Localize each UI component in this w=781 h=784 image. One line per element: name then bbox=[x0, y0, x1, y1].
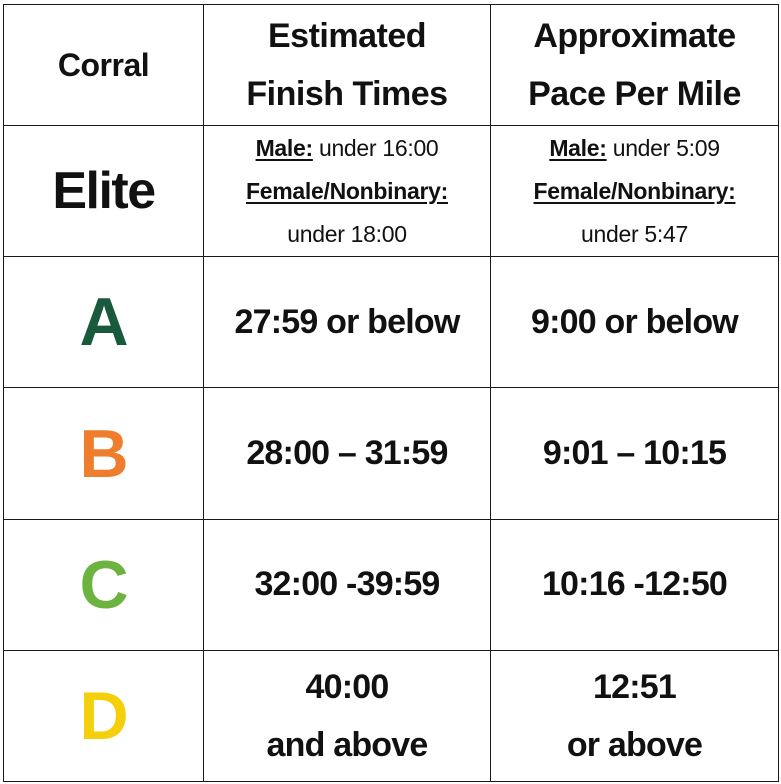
elite-pace-male-label: Male: bbox=[549, 134, 607, 161]
corral-letter-b: B bbox=[79, 415, 128, 492]
corral-c-cell bbox=[4, 519, 204, 650]
corral-b-finish bbox=[204, 388, 491, 519]
elite-pace-cell bbox=[491, 126, 779, 257]
elite-label: Elite bbox=[52, 162, 155, 221]
elite-pace-female-value: under 5:47 bbox=[581, 220, 688, 247]
elite-finish-male-value: under 16:00 bbox=[312, 134, 439, 161]
table-row-c bbox=[4, 519, 779, 650]
corral-a-finish bbox=[204, 257, 491, 388]
header-finish-times bbox=[204, 5, 491, 126]
elite-pace-male bbox=[491, 127, 778, 170]
corral-b-finish-value: 28:00 – 31:59 bbox=[246, 434, 448, 473]
corral-a-cell bbox=[4, 257, 204, 388]
elite-finish-male-label: Male: bbox=[255, 134, 313, 161]
table-row-elite bbox=[4, 126, 779, 257]
corral-d-pace bbox=[491, 650, 779, 781]
corral-b-pace-value: 9:01 – 10:15 bbox=[542, 434, 727, 473]
elite-pace-male-value: under 5:09 bbox=[606, 134, 720, 161]
elite-corral-cell bbox=[4, 126, 204, 257]
table-row-d bbox=[4, 650, 779, 781]
corral-d-finish bbox=[204, 650, 491, 781]
corral-d-cell bbox=[4, 650, 204, 781]
elite-finish-female-label: Female/Nonbinary: bbox=[246, 177, 448, 204]
corral-c-pace-value: 10:16 -12:50 bbox=[541, 565, 728, 604]
corral-c-finish-value: 32:00 -39:59 bbox=[254, 565, 440, 604]
header-row bbox=[4, 5, 779, 126]
corral-a-finish-value: 27:59 or below bbox=[234, 302, 460, 341]
corral-b-cell bbox=[4, 388, 204, 519]
corral-letter-c: C bbox=[79, 546, 128, 623]
header-pace-line2: Pace Per Mile bbox=[528, 75, 741, 114]
elite-pace-female-label: Female/Nonbinary: bbox=[533, 177, 736, 204]
corral-d-finish-line2: and above bbox=[266, 725, 428, 764]
corral-c-finish bbox=[204, 519, 491, 650]
corral-d-pace-line1: 12:51 bbox=[593, 667, 676, 706]
corral-d-finish-line1: 40:00 bbox=[305, 667, 389, 706]
corral-table bbox=[3, 4, 779, 782]
table-row-b bbox=[4, 388, 779, 519]
corral-b-pace bbox=[491, 388, 779, 519]
corral-d-pace-line2: or above bbox=[566, 725, 703, 764]
elite-finish-female-value: under 18:00 bbox=[287, 220, 407, 247]
corral-a-pace-value: 9:00 or below bbox=[531, 302, 738, 341]
elite-finish-cell bbox=[204, 126, 491, 257]
corral-a-pace bbox=[491, 257, 779, 388]
corral-letter-a: A bbox=[79, 284, 128, 361]
corral-c-pace bbox=[491, 519, 779, 650]
header-corral bbox=[4, 5, 204, 126]
table-row-a bbox=[4, 257, 779, 388]
header-finish-line1: Estimated bbox=[268, 17, 426, 56]
header-pace bbox=[491, 5, 779, 126]
elite-finish-male bbox=[204, 127, 490, 170]
header-corral-label: Corral bbox=[57, 46, 150, 83]
header-pace-line1: Approximate bbox=[533, 17, 736, 56]
header-finish-line2: Finish Times bbox=[246, 75, 448, 114]
corral-letter-d: D bbox=[79, 677, 128, 754]
